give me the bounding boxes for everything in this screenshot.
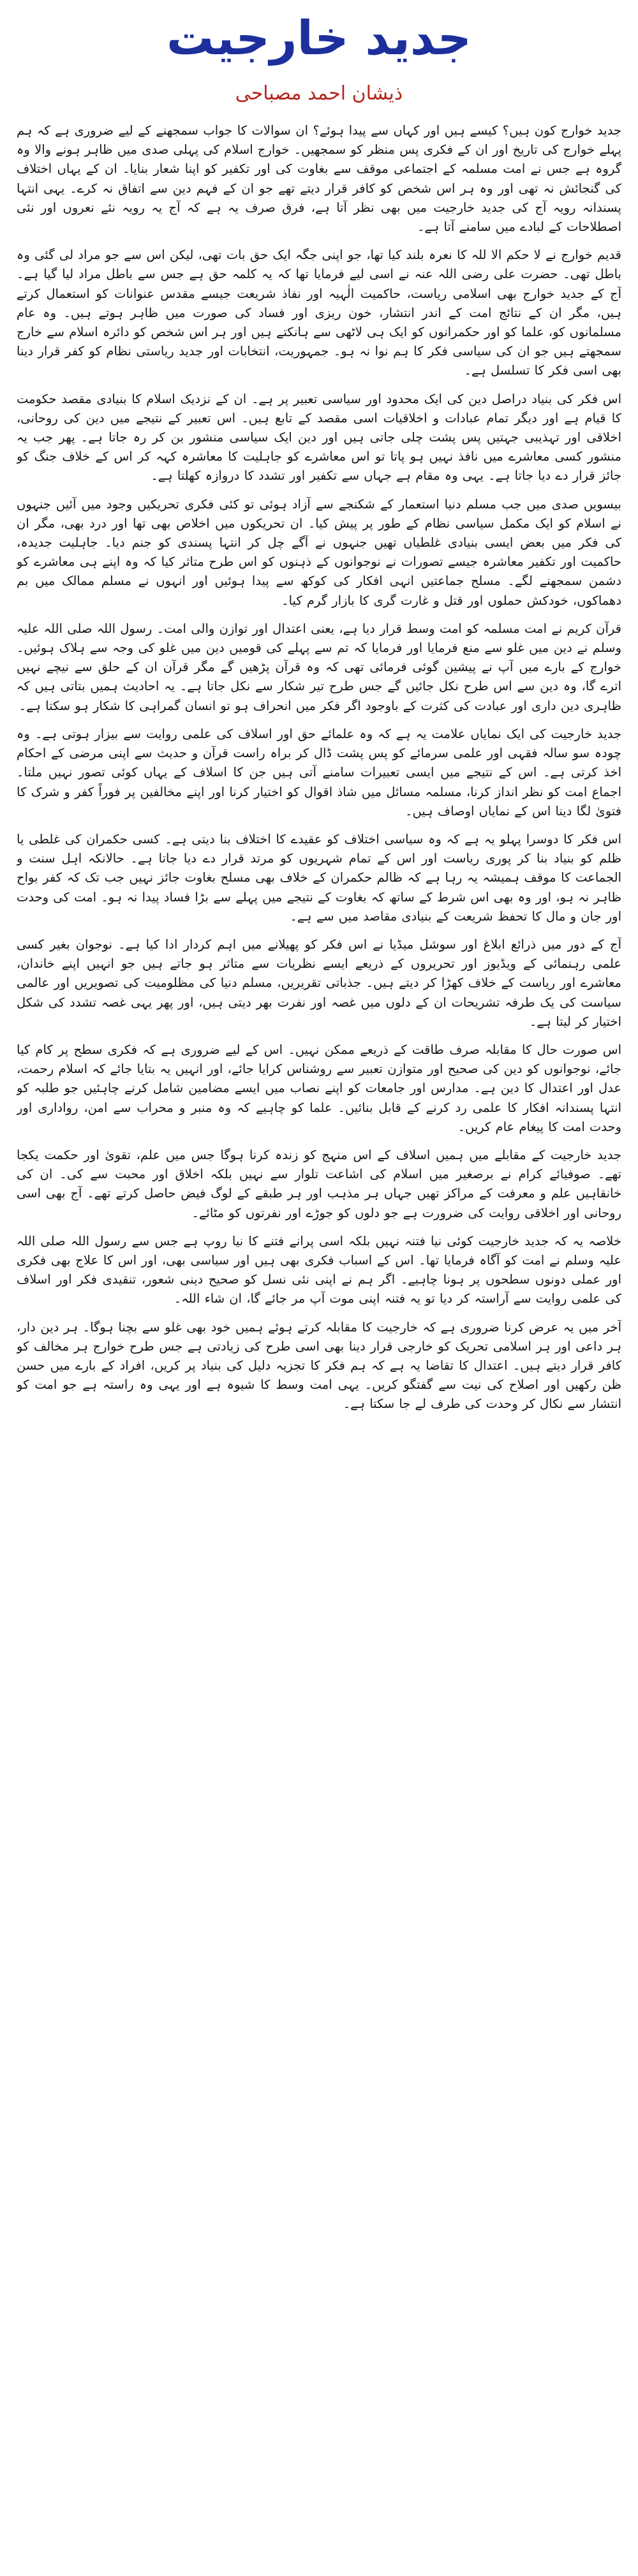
paragraph: جدید خارجیت کے مقابلے میں ہمیں اسلاف کے اس منہج کو زندہ کرنا ہوگا جس میں علم، تقویٰ اور حکمت یکجا تھے۔ صوفیائے کرام نے برصغیر میں اسلام کی اشاعت تلوار سے نہیں بلکہ اخلاق اور محبت سے کی۔ ان کی خانقاہیں علم و معرفت کے مراکز تھیں جہاں ہر مذہب اور ہر طبقے کے لوگ فیض حاصل کرتے تھے۔ آج بھی اسی روحانی اور اخلاقی روایت کی ضرورت ہے جو دلوں کو جوڑے اور نفرتوں کو مٹائے۔ <box>17 1147 621 1220</box>
paragraph: آخر میں یہ عرض کرنا ضروری ہے کہ خارجیت کا مقابلہ کرتے ہوئے ہمیں خود بھی غلو سے بچنا ہوگا۔ ہر دین دار، ہر داعی اور ہر اسلامی تحریک کو خارجی قرار دینا بھی اسی طرح کی زیادتی ہے جس طرح خوارج ہر مخالف کو کافر قرار دیتے ہیں۔ اعتدال کا تقاضا یہ ہے کہ ہم فکر کا تجزیہ دلیل کی بنیاد پر کریں، افراد کے بارے میں حسن ظن رکھیں اور اصلاح کی نیت سے گفتگو کریں۔ یہی امت وسط کا شیوہ ہے اور یہی وہ راستہ ہے جو امت کو انتشار سے نکال کر وحدت کی طرف لے جا سکتا ہے۔ <box>17 1319 621 1412</box>
paragraph: آج کے دور میں ذرائع ابلاغ اور سوشل میڈیا نے اس فکر کو پھیلانے میں اہم کردار ادا کیا ہے۔ نوجوان بغیر کسی علمی رہنمائی کے ویڈیوز اور تحریروں کے ذریعے ایسے نظریات سے متاثر ہو جاتے ہیں جو انہیں اپنے خاندان، معاشرے اور ریاست کے خلاف کھڑا کر دیتے ہیں۔ جذباتی تقریریں، مسلم دنیا کی مظلومیت کی تصویریں اور عالمی سیاست کی یک طرفہ تشریحات ان کے دلوں میں غصہ اور نفرت بھر دیتی ہیں، اور پھر یہی غصہ تشدد کی شکل اختیار کر لیتا ہے۔ <box>17 936 621 1029</box>
paragraph: اس صورت حال کا مقابلہ صرف طاقت کے ذریعے ممکن نہیں۔ اس کے لیے ضروری ہے کہ فکری سطح پر کام کیا جائے، نوجوانوں کو دین کی صحیح اور متوازن تعبیر سے روشناس کرایا جائے، اور انہیں یہ بتایا جائے کہ اسلام رحمت، عدل اور اعتدال کا دین ہے۔ مدارس اور جامعات کو اپنے نصاب میں ایسے مضامین شامل کرنے چاہئیں جو طلبہ کو انتہا پسندانہ افکار کا علمی رد کرنے کے قابل بنائیں۔ علما کو چاہیے کہ وہ منبر و محراب سے امن، رواداری اور وحدت امت کا پیغام عام کریں۔ <box>17 1042 621 1134</box>
article-title: جدید خارجیت <box>167 11 471 66</box>
paragraph: جدید خارجیت کی ایک نمایاں علامت یہ ہے کہ وہ علمائے حق اور اسلاف کی علمی روایت سے بیزار ہوتی ہے۔ وہ چودہ سو سالہ فقہی اور علمی سرمائے کو پس پشت ڈال کر براہ راست قرآن و حدیث سے اپنی مرضی کے احکام اخذ کرتی ہے۔ اس کے نتیجے میں ایسی تعبیرات سامنے آتی ہیں جن کا اسلاف کے یہاں کوئی تصور نہیں ملتا۔ اجماع امت کو نظر انداز کرنا، مسلمہ مسائل میں شاذ اقوال کو اختیار کرنا اور اپنے مخالفین پر فوراً کفر و شرک کا فتویٰ لگا دینا اس کے نمایاں اوصاف ہیں۔ <box>17 726 621 818</box>
paragraph: جدید خوارج کون ہیں؟ کیسے ہیں اور کہاں سے پیدا ہوئے؟ ان سوالات کا جواب سمجھنے کے لیے ضروری ہے کہ ہم پہلے خوارج کی تاریخ اور ان کے فکری پس منظر کو سمجھیں۔ خوارج اسلام کی پہلی صدی میں ظاہر ہونے والا وہ گروہ ہے جس نے امت مسلمہ کے اجتماعی موقف سے بغاوت کی اور تکفیر کو اپنا شعار بنایا۔ ان کے یہاں اختلاف کی گنجائش نہ تھی اور وہ ہر اس شخص کو کافر قرار دیتے تھے جو ان کے فہم دین سے اتفاق نہ کرے۔ یہی انتہا پسندانہ رویہ آج کی جدید خارجیت میں بھی نظر آتا ہے، فرق صرف یہ ہے کہ آج یہ رویہ نئے نعروں اور نئی اصطلاحات کے لبادے میں سامنے آتا ہے۔ <box>17 123 621 235</box>
paragraph: قرآن کریم نے امت مسلمہ کو امت وسط قرار دیا ہے، یعنی اعتدال اور توازن والی امت۔ رسول اللہ صلی اللہ علیہ وسلم نے دین میں غلو سے منع فرمایا اور فرمایا کہ تم سے پہلے کی قومیں دین میں غلو کی وجہ سے ہلاک ہوئیں۔ خوارج کے بارے میں آپ نے پیشین گوئی فرمائی تھی کہ وہ قرآن پڑھیں گے مگر قرآن ان کے حلق سے نیچے نہیں اترے گا، وہ دین سے اس طرح نکل جائیں گے جس طرح تیر شکار سے نکل جاتا ہے۔ یہ احادیث ہمیں بتاتی ہیں کہ ظاہری دین داری اور عبادت کی کثرت کے باوجود اگر فکر میں انحراف ہو تو انسان گمراہی کا شکار ہو سکتا ہے۔ <box>17 621 621 713</box>
paragraph: خلاصہ یہ کہ جدید خارجیت کوئی نیا فتنہ نہیں بلکہ اسی پرانے فتنے کا نیا روپ ہے جس سے رسول اللہ صلی اللہ علیہ وسلم نے امت کو آگاہ فرمایا تھا۔ اس کے اسباب فکری بھی ہیں اور سیاسی بھی، اور اس کا علاج بھی فکری اور عملی دونوں سطحوں پر ہونا چاہیے۔ اگر ہم نے اپنی نئی نسل کو صحیح دینی شعور، تنقیدی فکر اور اسلاف کی علمی روایت سے آراستہ کر دیا تو یہ فتنہ اپنی موت آپ مر جائے گا، ان شاء اللہ۔ <box>17 1233 621 1307</box>
paragraph: قدیم خوارج نے لا حکم الا للہ کا نعرہ بلند کیا تھا، جو اپنی جگہ ایک حق بات تھی، لیکن اس سے جو مراد لی گئی وہ باطل تھی۔ حضرت علی رضی اللہ عنہ نے اسی لیے فرمایا تھا کہ یہ کلمہ حق ہے جس سے باطل مراد لیا گیا ہے۔ آج کے جدید خوارج بھی اسلامی ریاست، حاکمیت الٰہیہ اور نفاذ شریعت جیسے مقدس عنوانات کو استعمال کرتے ہیں، مگر ان کے نتائج امت کے اندر انتشار، خون ریزی اور فساد کی صورت میں ظاہر ہوتے ہیں۔ وہ عام مسلمانوں کو، علما کو اور حکمرانوں کو ایک ہی لاٹھی سے ہانکتے ہیں اور ہر اس شخص کو دائرہ اسلام سے خارج سمجھتے ہیں جو ان کی سیاسی فکر کا ہم نوا نہ ہو۔ جمہوریت، انتخابات اور جدید ریاستی نظام کو کفر قرار دینا بھی اسی فکر کا تسلسل ہے۔ <box>17 248 621 378</box>
author-byline: ذیشان احمد مصباحی <box>235 82 403 105</box>
paragraph: اس فکر کی بنیاد دراصل دین کی ایک محدود اور سیاسی تعبیر پر ہے۔ ان کے نزدیک اسلام کا بنیادی مقصد حکومت کا قیام ہے اور دیگر تمام عبادات و اخلاقیات اسی مقصد کے تابع ہیں۔ اس تعبیر کے نتیجے میں دین کی روحانی، اخلاقی اور تہذیبی جہتیں پس پشت چلی جاتی ہیں اور دین ایک سیاسی منشور بن کر رہ جاتا ہے۔ پھر جب یہ منشور کسی معاشرے میں نافذ نہیں ہو پاتا تو اس معاشرے کو جاہلیت کا معاشرہ کہہ کر اس کے خلاف جنگ کو جائز قرار دے دیا جاتا ہے۔ یہی وہ مقام ہے جہاں سے تکفیر اور تشدد کا دروازہ کھلتا ہے۔ <box>17 391 621 484</box>
article-body <box>17 121 621 2563</box>
paragraph: بیسویں صدی میں جب مسلم دنیا استعمار کے شکنجے سے آزاد ہوئی تو کئی فکری تحریکیں وجود میں آئیں جنہوں نے اسلام کو ایک مکمل سیاسی نظام کے طور پر پیش کیا۔ ان تحریکوں میں اخلاص بھی تھا اور درد بھی، مگر ان کی فکر میں بعض ایسی بنیادی غلطیاں تھیں جنہوں نے آگے چل کر انتہا پسندی کو جنم دیا۔ جاہلیت جدیدہ، حاکمیت اور تکفیر معاشرہ جیسے تصورات نے نوجوانوں کے ذہنوں کو اس طرح متاثر کیا کہ وہ اپنے ہی معاشرے کو دشمن سمجھنے لگے۔ مسلح جماعتیں انہی افکار کی کوکھ سے پیدا ہوئیں اور انہوں نے مسلم ممالک میں بم دھماکوں، خودکش حملوں اور قتل و غارت گری کا بازار گرم کیا۔ <box>17 496 621 608</box>
paragraph: اس فکر کا دوسرا پہلو یہ ہے کہ وہ سیاسی اختلاف کو عقیدے کا اختلاف بنا دیتی ہے۔ کسی حکمران کی غلطی یا ظلم کو بنیاد بنا کر پوری ریاست اور اس کے تمام شہریوں کو مرتد قرار دے دیا جاتا ہے۔ حالانکہ اہل سنت و الجماعت کا موقف ہمیشہ یہ رہا ہے کہ ظالم حکمران کے خلاف بھی مسلح بغاوت جائز نہیں جب تک کہ کفر بواح ظاہر نہ ہو، اور وہ بھی اس شرط کے ساتھ کہ بغاوت کے نتیجے میں پہلے سے بڑا فساد پیدا نہ ہو۔ امت کی وحدت اور جان و مال کا تحفظ شریعت کے بنیادی مقاصد میں سے ہے۔ <box>17 831 621 924</box>
